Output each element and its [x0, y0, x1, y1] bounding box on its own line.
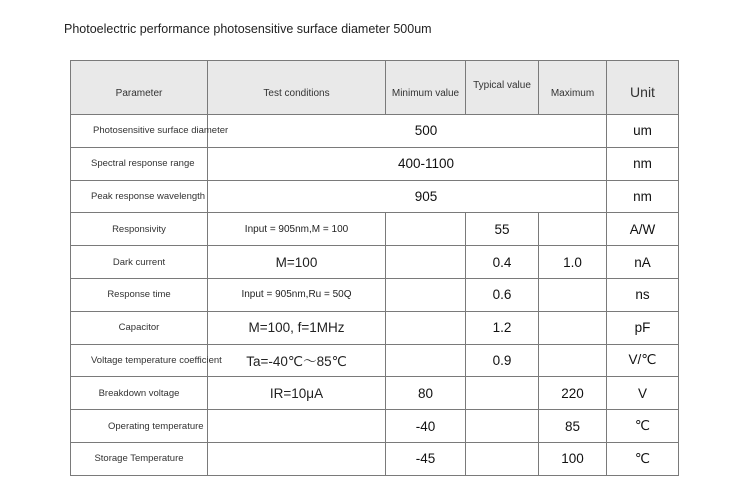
param-operating-temperature: Operating temperature	[71, 410, 208, 443]
cond-breakdown-voltage: IR=10μA	[208, 377, 386, 410]
table-row	[71, 147, 679, 180]
min-voltage-temp-coefficient	[386, 344, 466, 377]
min-dark-current	[386, 246, 466, 279]
min-response-time	[386, 278, 466, 311]
cond-operating-temperature	[208, 410, 386, 443]
unit-capacitor: pF	[607, 311, 679, 344]
header-maximum: Maximum	[539, 61, 607, 115]
cond-dark-current: M=100	[208, 246, 386, 279]
unit-response-time: ns	[607, 278, 679, 311]
param-breakdown-voltage: Breakdown voltage	[71, 377, 208, 410]
param-capacitor: Capacitor	[71, 311, 208, 344]
param-dark-current: Dark current	[71, 246, 208, 279]
unit-responsivity: A/W	[607, 213, 679, 246]
spec-table	[70, 60, 679, 476]
table-row	[71, 278, 679, 311]
header-parameter: Parameter	[71, 61, 208, 115]
param-responsivity: Responsivity	[71, 213, 208, 246]
min-breakdown-voltage: 80	[386, 377, 466, 410]
table-row	[71, 311, 679, 344]
unit-spectral-response-range: nm	[607, 147, 679, 180]
max-voltage-temp-coefficient	[539, 344, 607, 377]
max-dark-current: 1.0	[539, 246, 607, 279]
typ-breakdown-voltage	[466, 377, 539, 410]
typ-response-time: 0.6	[466, 278, 539, 311]
unit-operating-temperature: ℃	[607, 410, 679, 443]
value-photosensitive-diameter: 500	[208, 115, 607, 148]
unit-breakdown-voltage: V	[607, 377, 679, 410]
param-voltage-temp-coefficient: Voltage temperature coefficient	[71, 344, 208, 377]
table-header-row	[71, 61, 679, 115]
table-row	[71, 115, 679, 148]
min-storage-temperature: -45	[386, 442, 466, 475]
param-storage-temperature: Storage Temperature	[71, 442, 208, 475]
max-operating-temperature: 85	[539, 410, 607, 443]
table-row	[71, 213, 679, 246]
document-title: Photoelectric performance photosensitive surface diameter 500um	[64, 22, 432, 36]
min-responsivity	[386, 213, 466, 246]
header-unit: Unit	[607, 61, 679, 115]
param-peak-response-wavelength: Peak response wavelength	[71, 180, 208, 213]
typ-capacitor: 1.2	[466, 311, 539, 344]
unit-voltage-temp-coefficient: V/℃	[607, 344, 679, 377]
max-capacitor	[539, 311, 607, 344]
unit-storage-temperature: ℃	[607, 442, 679, 475]
unit-photosensitive-diameter: um	[607, 115, 679, 148]
unit-dark-current: nA	[607, 246, 679, 279]
cond-capacitor: M=100, f=1MHz	[208, 311, 386, 344]
cond-voltage-temp-coefficient: Ta=-40℃～85℃	[208, 344, 386, 377]
table-row	[71, 377, 679, 410]
table-row	[71, 344, 679, 377]
table-row	[71, 246, 679, 279]
value-peak-response-wavelength: 905	[208, 180, 607, 213]
cond-response-time: Input = 905nm,Ru = 50Q	[208, 278, 386, 311]
value-spectral-response-range: 400-1100	[208, 147, 607, 180]
max-storage-temperature: 100	[539, 442, 607, 475]
header-test-conditions: Test conditions	[208, 61, 386, 115]
max-response-time	[539, 278, 607, 311]
max-breakdown-voltage: 220	[539, 377, 607, 410]
min-operating-temperature: -40	[386, 410, 466, 443]
cond-storage-temperature	[208, 442, 386, 475]
typ-voltage-temp-coefficient: 0.9	[466, 344, 539, 377]
cond-responsivity: Input = 905nm,M = 100	[208, 213, 386, 246]
min-capacitor	[386, 311, 466, 344]
typ-storage-temperature	[466, 442, 539, 475]
param-spectral-response-range: Spectral response range	[71, 147, 208, 180]
typ-operating-temperature	[466, 410, 539, 443]
typ-responsivity: 55	[466, 213, 539, 246]
header-minimum-value: Minimum value	[386, 61, 466, 115]
param-photosensitive-diameter: Photosensitive surface diameter	[71, 115, 208, 148]
unit-peak-response-wavelength: nm	[607, 180, 679, 213]
max-responsivity	[539, 213, 607, 246]
table-row	[71, 410, 679, 443]
table-row	[71, 442, 679, 475]
typ-dark-current: 0.4	[466, 246, 539, 279]
table-row	[71, 180, 679, 213]
header-typical-value: Typical value	[466, 61, 539, 115]
param-response-time: Response time	[71, 278, 208, 311]
